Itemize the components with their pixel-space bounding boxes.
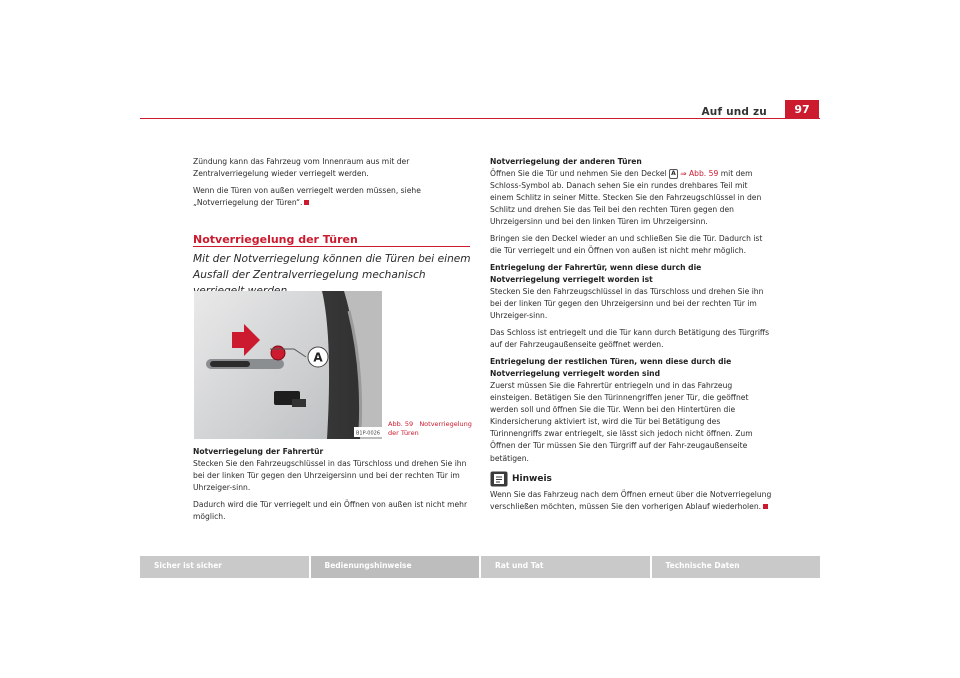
section-heading: Notverriegelung der Türen xyxy=(193,233,358,246)
left-column-intro xyxy=(193,156,475,214)
subheading: Entriegelung der restlichen Türen, wenn diese durch die Notverriegelung verriegelt worden sind xyxy=(490,356,732,378)
callout-a: A xyxy=(671,170,676,178)
figure-label-a: A xyxy=(313,350,323,365)
paragraph xyxy=(490,356,772,380)
paragraph: Wenn die Türen von außen verriegelt werden müssen, siehe „Notverriegelung der Türen“. xyxy=(193,185,421,207)
tab-technische-daten[interactable]: Technische Daten xyxy=(652,556,821,578)
section-lead: Mit der Notverriegelung können die Türen bei einem Ausfall der Zentralverriegelung mechanisch xyxy=(193,253,471,281)
paragraph: Zuerst müssen Sie die Fahrertür entriegeln und in das Fahrzeug einsteigen. Betätigen Sie den Türinnengriffen jener Tür, die geöffnet werden soll und öffnen Sie die Tür. Wenn bei den Hintertüren die Kindersicherung aktiviert ist, wird die Tür bei Betätigung des Türinnengriffs zwar entriegelt, sie lässt sich jedoch nicht öffnen. Zum Öffnen der Tür müssen Sie den Türgriff auf der Fahr-zeugaußenseite betätigen. xyxy=(490,380,753,463)
paragraph: Stecken Sie den Fahrzeugschlüssel in das Türschloss und drehen Sie ihn bei der linken Tür gegen den Uhrzeigersinn und bei der rechten Tür im Uhrzeiger-sinn. xyxy=(490,287,764,321)
paragraph: Das Schloss ist entriegelt und die Tür kann durch Betätigung des Türgriffs auf der Fahrzeugaußenseite geöffnet werden. xyxy=(490,328,770,350)
figure-caption xyxy=(388,420,478,438)
note-title: Hinweis xyxy=(512,473,552,484)
note-icon xyxy=(490,471,508,487)
figure-door-lock-image xyxy=(194,291,382,439)
figure-code: B1P-0026 xyxy=(355,430,381,437)
left-column-body xyxy=(193,446,475,528)
section-end-marker xyxy=(304,200,309,205)
note-text: Wenn Sie das Fahrzeug nach dem Öffnen erneut über die Notverriegelung verschließen möchten, müssen Sie den vorherigen Ablauf wiederholen. xyxy=(490,489,772,511)
paragraph xyxy=(490,262,772,286)
paragraph xyxy=(193,446,475,458)
paragraph: Stecken Sie den Fahrzeugschlüssel in das Türschloss und drehen Sie ihn bei der linken Tür gegen den Uhrzeigersinn und bei der rechten Tür im Uhrzeiger-sinn. xyxy=(193,459,467,493)
note-heading xyxy=(490,471,772,487)
section-rule xyxy=(193,246,470,247)
page-number: 97 xyxy=(785,100,819,119)
running-header-title: Auf und zu xyxy=(701,106,767,118)
footer-navigation xyxy=(140,556,820,578)
header-rule xyxy=(140,118,820,119)
right-column-body xyxy=(490,156,772,517)
paragraph: Bringen sie den Deckel wieder an und schließen Sie die Tür. Dadurch ist die Tür verriegelt und ein Öffnen von außen ist nicht mehr möglich. xyxy=(490,234,763,256)
subheading: Notverriegelung der Fahrertür xyxy=(193,447,324,456)
figure-caption-number: Abb. 59 xyxy=(388,420,414,428)
subheading: Notverriegelung der anderen Türen xyxy=(490,157,642,166)
subheading: Entriegelung der Fahrertür, wenn diese durch die Notverriegelung verriegelt worden ist xyxy=(490,262,702,285)
figure-reference-link[interactable]: ⇒ Abb. 59 xyxy=(680,169,719,179)
tab-sicher-ist-sicher[interactable]: Sicher ist sicher xyxy=(140,556,309,578)
paragraph: Zündung kann das Fahrzeug vom Innenraum aus mit der Zentralverriegelung wieder verriegelt werden. xyxy=(193,157,410,179)
paragraph: Öffnen Sie die Tür und nehmen Sie den Deckel A ⇒ Abb. 59 mit dem Schloss-Symbol ab. Danach sehen Sie ein rundes drehbares Teil mit einem Schlitz in seiner Mitte. Stecken Sie den Fahrzeugschlüssel in den Schlitz und drehen Sie das Teil bei den rechten Türen gegen den Uhrzeigersinn und bei den linken Türen im Uhrzeigersinn. xyxy=(490,169,762,227)
paragraph: Dadurch wird die Tür verriegelt und ein Öffnen von außen ist nicht mehr möglich. xyxy=(193,499,468,522)
figure-caption-text: Notverriegelung der Türen xyxy=(388,420,472,437)
tab-bedienungshinweise[interactable]: Bedienungshinweise xyxy=(311,556,480,578)
tab-rat-und-tat[interactable]: Rat und Tat xyxy=(481,556,650,578)
paragraph xyxy=(490,156,772,168)
section-end-marker xyxy=(763,504,768,509)
